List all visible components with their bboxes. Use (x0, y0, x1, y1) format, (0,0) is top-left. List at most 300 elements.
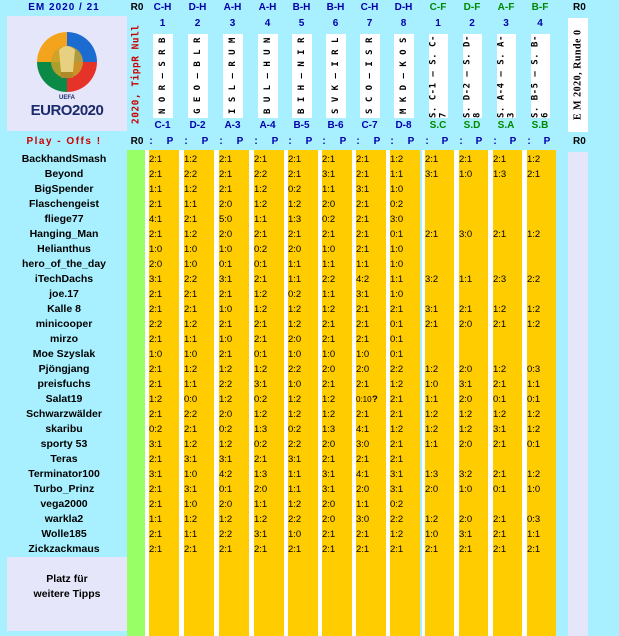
tip-cell: 2:1 (390, 454, 404, 465)
salat-note: ? (372, 394, 378, 405)
groups-num-4: 4 (264, 18, 271, 29)
final-tip-cell: 1:2 (459, 424, 473, 435)
groups-bottom-7: C-7 (361, 120, 378, 131)
p-marker: P (441, 136, 449, 147)
final-tip-cell: 2:1 (493, 319, 507, 330)
tip-cell: 2:1 (149, 304, 163, 315)
tip-cell: 4:1 (356, 469, 370, 480)
groups-match-3: I S L – R U M (228, 37, 238, 115)
tip-cell: 0:2 (322, 214, 336, 225)
tip-cell: 2:1 (254, 544, 268, 555)
tip-cell: 0:2 (254, 394, 268, 405)
final-tip-cell: 2:0 (425, 484, 439, 495)
tip-cell: 1:1 (356, 499, 370, 510)
final-tip-cell: 2:0 (459, 319, 473, 330)
finals-bottom-2: S.D (463, 120, 481, 131)
colon-marker: : (322, 136, 326, 147)
groups-match-5: B I H – N I R (297, 37, 307, 115)
final-tip-cell: 1:2 (493, 304, 507, 315)
tip-cell: 2:0 (288, 244, 302, 255)
tip-cell: 3:1 (254, 529, 268, 540)
tip-cell: 3:0 (356, 439, 370, 450)
tip-cell: 2:1 (219, 289, 233, 300)
participant-name: Terminator100 (28, 468, 100, 480)
tip-cell: 2:1 (149, 364, 163, 375)
tip-cell: 1:0 (390, 244, 404, 255)
participant-name: Beyond (44, 168, 84, 180)
tip-cell: 2:1 (149, 409, 163, 420)
tip-cell: 3:1 (322, 169, 336, 180)
tip-cell: 0:2 (149, 424, 163, 435)
tip-cell: 2:1 (288, 229, 302, 240)
final-tip-cell: 1:0 (459, 169, 473, 180)
finals-num-4: 4 (537, 18, 543, 29)
final-tip-cell: 3:1 (459, 379, 473, 390)
tip-cell: 2:1 (149, 454, 163, 465)
groups-match-2: G E O – B L R (193, 37, 203, 115)
tip-cell: 2:0 (219, 229, 233, 240)
tip-cell: 1:2 (254, 199, 268, 210)
tip-cell: 1:2 (219, 394, 233, 405)
tip-cell: 2:2 (184, 169, 198, 180)
final-tip-cell: 3:2 (425, 274, 439, 285)
sheet-title: EM 2020 / 21 (28, 2, 100, 13)
groups-bottom-1: C-1 (154, 120, 171, 131)
finals-match-4: S. B-5 – S. B-6 (530, 35, 551, 118)
tip-cell: 2:0 (356, 364, 370, 375)
left-vertical-label: 2020, TippR Null (130, 24, 142, 124)
groups-num-6: 6 (332, 18, 339, 29)
tip-cell: 2:1 (356, 409, 370, 420)
tip-cell: 2:1 (390, 409, 404, 420)
final-tip-cell: 1:1 (425, 439, 439, 450)
tip-cell: 2:1 (149, 199, 163, 210)
final-tip-cell: 0:1 (527, 394, 541, 405)
final-tip-cell: 2:1 (493, 469, 507, 480)
tip-cell: 1:0 (219, 244, 233, 255)
tip-cell: 1:2 (288, 199, 302, 210)
final-tip-cell: 1:3 (493, 169, 507, 180)
final-tip-cell: 1:2 (527, 469, 541, 480)
groups-bottom-3: A-3 (224, 120, 241, 131)
tip-cell: 1:2 (390, 424, 404, 435)
final-tip-cell: 2:1 (493, 229, 507, 240)
tip-cell: 0:2 (219, 424, 233, 435)
tip-cell: 1:3 (254, 469, 268, 480)
tip-cell: 2:0 (219, 409, 233, 420)
tip-cell: 1:2 (322, 409, 336, 420)
participant-name: mirzo (49, 333, 78, 345)
tip-cell: 1:1 (390, 274, 404, 285)
groups-num-7: 7 (366, 18, 373, 29)
tip-cell: 3:0 (356, 514, 370, 525)
corner-label-mid: R0 (130, 136, 144, 147)
tip-cell: 1:2 (254, 289, 268, 300)
p-marker: P (543, 136, 551, 147)
tip-cell: 2:1 (288, 169, 302, 180)
tip-cell: 4:1 (149, 214, 163, 225)
colon-marker: : (184, 136, 188, 147)
tip-cell: 3:1 (219, 454, 233, 465)
groups-top-6: B-H (326, 2, 345, 13)
p-marker: P (166, 136, 174, 147)
tip-cell: 2:1 (219, 319, 233, 330)
final-tip-cell: 2:2 (527, 274, 541, 285)
tip-cell: 2:1 (390, 544, 404, 555)
tip-cell: 1:0 (288, 349, 302, 360)
finals-num-3: 3 (503, 18, 509, 29)
tip-cell: 1:1 (356, 259, 370, 270)
tip-cell: 1:1 (288, 274, 302, 285)
tip-cell: 1:1 (288, 469, 302, 480)
finals-bottom-4: S.B (531, 120, 549, 131)
finals-bottom-1: S.C (429, 120, 447, 131)
final-tip-cell: 2:1 (425, 154, 439, 165)
final-tip-cell: 2:1 (527, 169, 541, 180)
tip-cell: 1:2 (288, 319, 302, 330)
final-tip-cell: 1:1 (459, 274, 473, 285)
tip-cell: 2:1 (356, 544, 370, 555)
finals-match-2: S. D-2 – S. D-8 (462, 35, 483, 118)
tip-cell: 1:0 (184, 469, 198, 480)
participant-name: Flaschengeist (28, 198, 100, 210)
finals-match-1: S. C-1 – S. C-7 (428, 35, 449, 118)
tip-cell: 1:0 (184, 499, 198, 510)
tip-cell: 1:0 (390, 184, 404, 195)
tip-cell: 1:2 (390, 529, 404, 540)
tip-cell: 2:2 (390, 364, 404, 375)
groups-bottom-2: D-2 (189, 120, 206, 131)
p-marker: P (339, 136, 347, 147)
tip-cell: 0:2 (254, 244, 268, 255)
colon-marker: : (390, 136, 394, 147)
tip-cell: 1:0 (184, 259, 198, 270)
tip-cell: 0:1 (254, 259, 268, 270)
tip-cell: 0:1 (390, 334, 404, 345)
tip-cell: 1:2 (219, 439, 233, 450)
final-tip-cell: 0:3 (527, 514, 541, 525)
tip-cell: 0:2 (288, 424, 302, 435)
tip-cell: 2:1 (184, 544, 198, 555)
participant-name: Helianthus (37, 243, 91, 255)
final-tip-cell: 1:2 (493, 409, 507, 420)
tip-cell: 2:1 (254, 334, 268, 345)
tip-cell: 1:1 (254, 214, 268, 225)
participant-name: Zickzackmaus (28, 543, 100, 555)
tip-cell: 3:1 (184, 454, 198, 465)
p-marker: P (201, 136, 209, 147)
tip-cell: 1:2 (390, 379, 404, 390)
tip-cell: 0:1 (219, 259, 233, 270)
tip-cell: 1:2 (184, 514, 198, 525)
tip-cell: 1:1 (149, 514, 163, 525)
tip-cell: 1:2 (254, 184, 268, 195)
tip-cell: 2:1 (288, 544, 302, 555)
tip-cell: 1:2 (322, 304, 336, 315)
tip-cell: 2:2 (322, 274, 336, 285)
final-tip-cell: 1:0 (425, 379, 439, 390)
tip-cell: 3:1 (390, 484, 404, 495)
tip-cell: 3:1 (356, 289, 370, 300)
final-tip-cell: 1:2 (425, 409, 439, 420)
finals-top-1: C-F (429, 2, 447, 13)
groups-match-8: M K D – K O S (399, 37, 409, 115)
participant-name: Hanging_Man (29, 228, 99, 240)
tip-cell: 2:2 (184, 409, 198, 420)
tip-cell: 2:2 (219, 379, 233, 390)
finals-bottom-3: S.A (497, 120, 515, 131)
tip-cell: 2:1 (149, 484, 163, 495)
p-marker: P (236, 136, 244, 147)
tip-cell: 1:1 (254, 499, 268, 510)
final-tip-cell: 1:2 (425, 364, 439, 375)
final-tip-cell: 2:0 (459, 364, 473, 375)
tip-cell: 2:0 (219, 199, 233, 210)
final-tip-cell: 2:0 (459, 394, 473, 405)
tip-cell: 2:1 (322, 229, 336, 240)
participant-name: Turbo_Prinz (33, 483, 95, 495)
tip-cell: 2:2 (184, 274, 198, 285)
final-tip-cell: 2:1 (425, 229, 439, 240)
final-tip-cell: 3:1 (493, 424, 507, 435)
tip-cell: 3:1 (322, 484, 336, 495)
tip-cell: 2:1 (254, 229, 268, 240)
tip-cell: 2:1 (149, 229, 163, 240)
final-tip-cell: 2:1 (493, 379, 507, 390)
tip-cell: 1:3 (322, 424, 336, 435)
tip-cell: 2:1 (149, 154, 163, 165)
participant-name: Moe Szyslak (32, 348, 96, 360)
participant-name: minicooper (35, 318, 93, 330)
tip-cell: 2:1 (390, 394, 404, 405)
tip-cell: 3:1 (184, 484, 198, 495)
participant-name: BackhandSmash (21, 153, 107, 165)
finals-num-2: 2 (469, 18, 475, 29)
tip-cell: 0:2 (254, 439, 268, 450)
groups-bottom-6: B-6 (327, 120, 344, 131)
tip-cell: 2:1 (322, 334, 336, 345)
colon-marker: : (425, 136, 429, 147)
final-tip-cell: 1:2 (527, 319, 541, 330)
tip-cell: 2:1 (184, 289, 198, 300)
tip-cell: 1:0 (288, 379, 302, 390)
tip-cell: 1:3 (288, 214, 302, 225)
groups-num-1: 1 (159, 18, 166, 29)
participant-name: Salat19 (45, 393, 83, 405)
tip-cell: 2:1 (356, 199, 370, 210)
tip-cell: 2:1 (390, 439, 404, 450)
participant-name: Schwarzwälder (26, 408, 102, 420)
tip-cell: 2:1 (149, 544, 163, 555)
final-tip-cell: 1:2 (527, 229, 541, 240)
tip-cell: 2:1 (184, 214, 198, 225)
tip-cell: 1:0 (184, 244, 198, 255)
participant-name: hero_of_the_day (21, 258, 107, 270)
tip-cell: 1:2 (390, 154, 404, 165)
right-label-mid: R0 (573, 136, 586, 147)
final-tip-cell: 2:1 (425, 544, 439, 555)
tip-cell: 0:1 (254, 349, 268, 360)
tip-cell: 1:2 (149, 394, 163, 405)
right-label-top: R0 (573, 2, 586, 13)
tip-cell: 2:0 (322, 199, 336, 210)
final-tip-cell: 1:3 (425, 469, 439, 480)
logo-uefa-text: UEFA (58, 95, 75, 101)
tip-cell: 1:1 (390, 169, 404, 180)
tip-cell: 2:1 (149, 169, 163, 180)
tip-cell: 4:2 (219, 469, 233, 480)
tip-cell: 2:1 (356, 529, 370, 540)
tip-cell: 1:0 (149, 244, 163, 255)
tip-cell: 2:1 (184, 424, 198, 435)
colon-marker: : (254, 136, 258, 147)
tip-cell: 1:1 (184, 379, 198, 390)
groups-bottom-4: A-4 (259, 120, 276, 131)
tip-cell: 0:2 (288, 184, 302, 195)
tip-cell: 2:1 (254, 319, 268, 330)
tip-cell: 1:0 (219, 304, 233, 315)
logo-euro-text: EURO2020 (30, 102, 104, 119)
tip-cell: 0:2 (390, 499, 404, 510)
tip-cell: 0:2 (390, 199, 404, 210)
tip-cell: 2:0 (322, 439, 336, 450)
tip-cell: 3:1 (356, 184, 370, 195)
finals-top-3: A-F (497, 2, 515, 13)
groups-top-7: C-H (360, 2, 379, 13)
groups-top-5: B-H (292, 2, 311, 13)
footer-line1: Platz für (46, 573, 88, 585)
final-tip-cell: 1:2 (459, 409, 473, 420)
tip-cell: 2:1 (322, 319, 336, 330)
colon-marker: : (288, 136, 292, 147)
tip-cell: 3:1 (254, 379, 268, 390)
tip-cell: 2:0 (149, 259, 163, 270)
final-tip-cell: 1:2 (493, 364, 507, 375)
tip-cell: 2:1 (390, 304, 404, 315)
tip-cell: 0:1 (219, 484, 233, 495)
final-tip-cell: 2:0 (459, 514, 473, 525)
tip-cell: 1:2 (184, 184, 198, 195)
corner-label-top: R0 (130, 2, 144, 13)
participant-name: joe.17 (49, 288, 79, 300)
tip-cell: 1:0 (219, 334, 233, 345)
playoffs-label: Play - Offs ! (26, 136, 102, 147)
tip-cell: 2:1 (219, 154, 233, 165)
p-marker: P (509, 136, 517, 147)
final-tip-cell: 1:0 (459, 484, 473, 495)
tip-cell: 5:0 (219, 214, 233, 225)
groups-top-1: C-H (153, 2, 172, 13)
tip-cell: 1:2 (254, 304, 268, 315)
colon-marker: : (459, 136, 463, 147)
final-tip-cell: 2:1 (527, 544, 541, 555)
participant-name: preisfuchs (37, 378, 91, 390)
tip-cell: 3:0 (390, 214, 404, 225)
tip-cell: 3:1 (149, 469, 163, 480)
tip-cell: 1:3 (254, 424, 268, 435)
tip-cell: 2:1 (322, 544, 336, 555)
tip-cell: 1:1 (322, 259, 336, 270)
final-tip-cell: 1:0 (425, 529, 439, 540)
participant-name: warkla2 (44, 513, 84, 525)
tip-cell: 1:1 (288, 259, 302, 270)
participant-name: Kalle 8 (47, 303, 81, 315)
tip-cell: 2:0 (322, 364, 336, 375)
tip-cell: 2:1 (254, 154, 268, 165)
final-tip-cell: 2:3 (493, 274, 507, 285)
tip-cell: 1:2 (184, 154, 198, 165)
tip-cell: 0:2 (288, 289, 302, 300)
groups-match-1: N O R – S R B (158, 37, 168, 115)
tip-cell: 2:1 (219, 349, 233, 360)
colon-marker: : (493, 136, 497, 147)
p-marker: P (271, 136, 279, 147)
tip-cell: 1:1 (322, 289, 336, 300)
tip-cell: 0:1 (390, 349, 404, 360)
tip-cell: 2:0 (322, 499, 336, 510)
final-tip-cell: 1:2 (425, 424, 439, 435)
tip-cell: 0:1 (390, 319, 404, 330)
tip-cell: 3:1 (219, 274, 233, 285)
groups-match-4: B U L – H U N (263, 37, 273, 115)
groups-match-6: S V K – I R L (331, 37, 341, 115)
tip-cell: 3:1 (149, 439, 163, 450)
tip-cell: 2:0 (322, 514, 336, 525)
final-tip-cell: 0:1 (527, 439, 541, 450)
final-tip-cell: 1:2 (527, 409, 541, 420)
tip-cell: 1:0 (184, 349, 198, 360)
final-tip-cell: 2:0 (459, 439, 473, 450)
final-tip-cell: 2:1 (459, 544, 473, 555)
final-tip-cell: 0:3 (527, 364, 541, 375)
final-tip-cell: 2:1 (493, 514, 507, 525)
participant-name: fliege77 (44, 213, 84, 225)
tip-cell: 2:2 (288, 364, 302, 375)
final-tip-cell: 3:0 (459, 229, 473, 240)
final-tip-cell: 1:2 (527, 154, 541, 165)
groups-num-3: 3 (229, 18, 236, 29)
final-tip-cell: 0:1 (493, 394, 507, 405)
tip-cell: 2:1 (356, 154, 370, 165)
tip-cell: 2:1 (254, 454, 268, 465)
participant-name: sporty 53 (40, 438, 88, 450)
tip-cell: 2:1 (149, 529, 163, 540)
tip-cell: 2:1 (356, 214, 370, 225)
final-tip-cell: 2:1 (493, 154, 507, 165)
final-tip-cell: 1:2 (425, 514, 439, 525)
tip-cell: 1:2 (254, 514, 268, 525)
tip-cell: 2:1 (184, 304, 198, 315)
tip-cell: 2:0 (356, 484, 370, 495)
tip-cell: 1:0 (356, 349, 370, 360)
colon-marker: : (527, 136, 531, 147)
green-strip (127, 150, 145, 636)
tip-cell: 0:1 (390, 229, 404, 240)
tip-cell: 1:2 (184, 439, 198, 450)
final-tip-cell: 2:1 (425, 319, 439, 330)
groups-bottom-8: D-8 (395, 120, 412, 131)
tip-cell: 0:10 (356, 395, 372, 404)
final-tip-cell: 2:1 (493, 529, 507, 540)
colon-marker: : (149, 136, 153, 147)
tip-cell: 1:2 (184, 364, 198, 375)
finals-match-3: S. A-4 – S. A-3 (496, 35, 517, 118)
tip-cell: 2:1 (356, 229, 370, 240)
tip-cell: 2:1 (219, 184, 233, 195)
finals-num-1: 1 (435, 18, 441, 29)
groups-bottom-5: B-5 (293, 120, 310, 131)
tip-cell: 1:2 (254, 364, 268, 375)
